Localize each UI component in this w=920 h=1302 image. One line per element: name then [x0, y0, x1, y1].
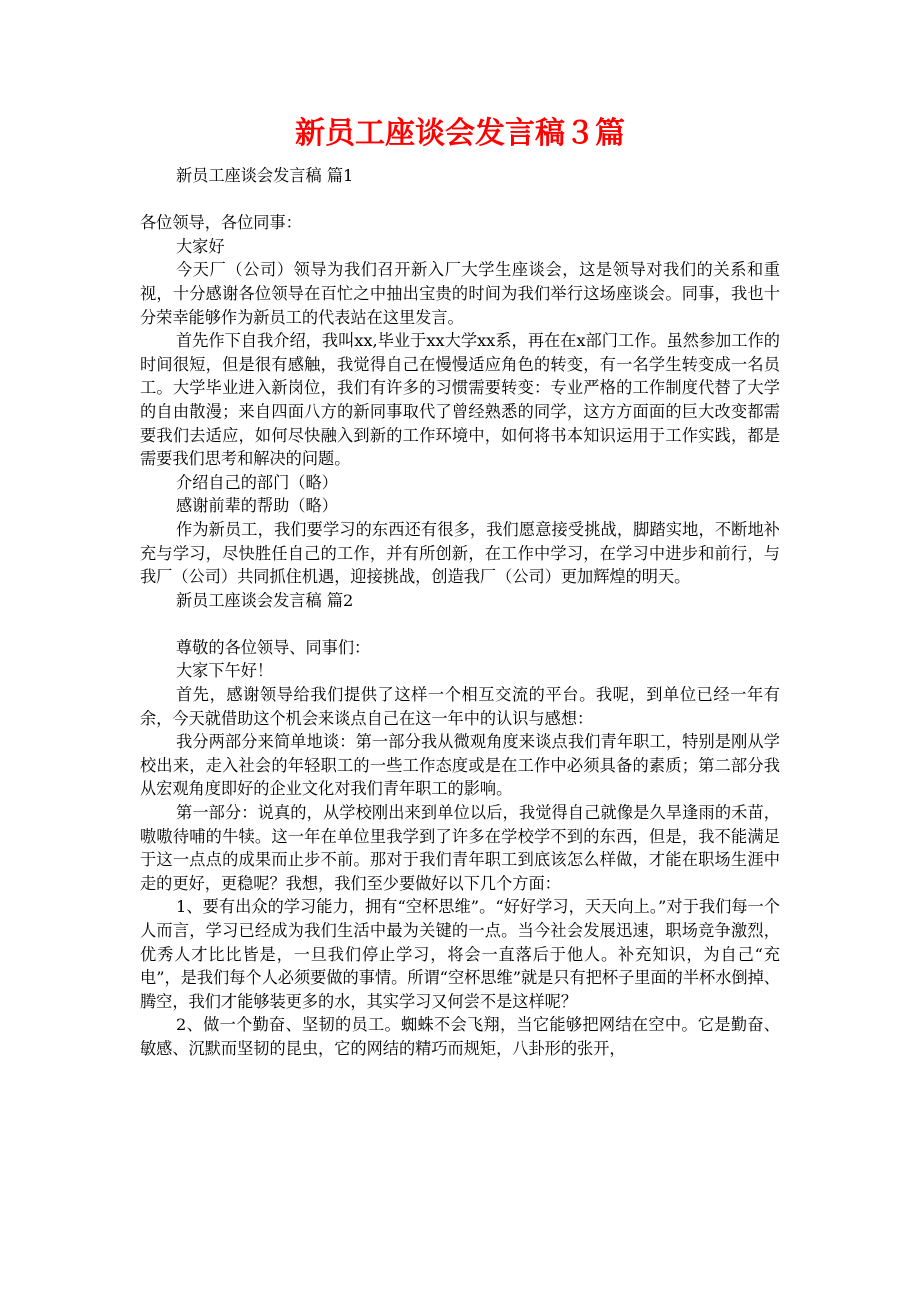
paragraph: 我分两部分来简单地谈：第一部分我从微观角度来谈点我们青年职工，特别是刚从学校出来，走入社会的年轻职工的一些工作态度或是在工作中必须具备的素质；第二部分我从宏观角度即好的企业文化对我们青年职工的影响。 — [140, 732, 780, 799]
section-1 — [140, 164, 780, 589]
paragraph: 大家好 — [176, 236, 225, 256]
salutation: 各位领导，各位同事： — [140, 213, 302, 233]
paragraph: 2、做一个勤奋、坚韧的员工。蜘蛛不会飞翔，当它能够把网结在空中。它是勤奋、敏感、沉默而坚韧的昆虫，它的网结的精巧而规矩，八卦形的张开， — [140, 1015, 780, 1058]
section-heading: 新员工座谈会发言稿 篇2 — [176, 590, 354, 610]
section-heading: 新员工座谈会发言稿 篇1 — [176, 166, 354, 185]
blank-line — [140, 188, 780, 212]
paragraph: 大家下午好！ — [176, 661, 274, 681]
blank-line — [140, 612, 780, 636]
paragraph: 首先，感谢领导给我们提供了这样一个相互交流的平台。我呢，到单位已经一年有余，今天就借助这个机会来谈点自己在这一年中的认识与感想： — [140, 685, 780, 728]
paragraph: 今天厂（公司）领导为我们召开新入厂大学生座谈会，这是领导对我们的关系和重视，十分感谢各位领导在百忙之中抽出宝贵的时间为我们举行这场座谈会。同事，我也十分荣幸能够作为新员工的代表站在这里发言。 — [140, 260, 780, 327]
document-page — [140, 112, 780, 1061]
paragraph: 感谢前辈的帮助（略） — [176, 496, 338, 516]
paragraph: 首先作下自我介绍，我叫xx,毕业于xx大学xx系，再在在x部门工作。虽然参加工作的时间很短，但是很有感触，我觉得自己在慢慢适应角色的转变，有一名学生转变成一名员工。大学毕业进入新岗位，我们有许多的习惯需要转变：专业严格的工作制度代替了大学的自由散漫；来自四面八方的新同事取代了曾经熟悉的同学，这方方面面的巨大改变都需要我们去适应，如何尽快融入到新的工作环境中，如何将书本知识运用于工作实践，都是需要我们思考和解决的问题。 — [140, 331, 780, 469]
paragraph: 作为新员工，我们要学习的东西还有很多，我们愿意接受挑战，脚踏实地，不断地补充与学习，尽快胜任自己的工作，并有所创新，在工作中学习，在学习中进步和前行，与我厂（公司）共同抓住机遇，迎接挑战，创造我厂（公司）更加辉煌的明天。 — [140, 519, 780, 587]
section-2 — [140, 589, 780, 1061]
paragraph: 介绍自己的部门（略） — [176, 472, 338, 492]
paragraph: 1、要有出众的学习能力，拥有“空杯思维”。“好好学习，天天向上。”对于我们每一个人而言，学习已经成为我们生活中最为关键的一点。当今社会发展迅速，职场竞争激烈，优秀人才比比皆是，一旦我们停止学习，将会一直落后于他人。补充知识，为自己“充电”，是我们每个人必须要做的事情。所谓“空杯思维”就是只有把杯子里面的半杯水倒掉、腾空，我们才能够装更多的水，其实学习又何尝不是这样呢？ — [140, 897, 780, 1011]
document-title: 新员工座谈会发言稿３篇 — [295, 116, 625, 151]
paragraph: 第一部分：说真的，从学校刚出来到单位以后，我觉得自己就像是久旱逢雨的禾苗，嗷嗷待哺的牛犊。这一年在单位里我学到了许多在学校学不到的东西，但是，我不能满足于这一点点的成果而止步不前。那对于我们青年职工到底该怎么样做，才能在职场生涯中走的更好，更稳呢？我想，我们至少要做好以下几个方面： — [140, 803, 780, 893]
salutation: 尊敬的各位领导、同事们： — [176, 637, 371, 657]
